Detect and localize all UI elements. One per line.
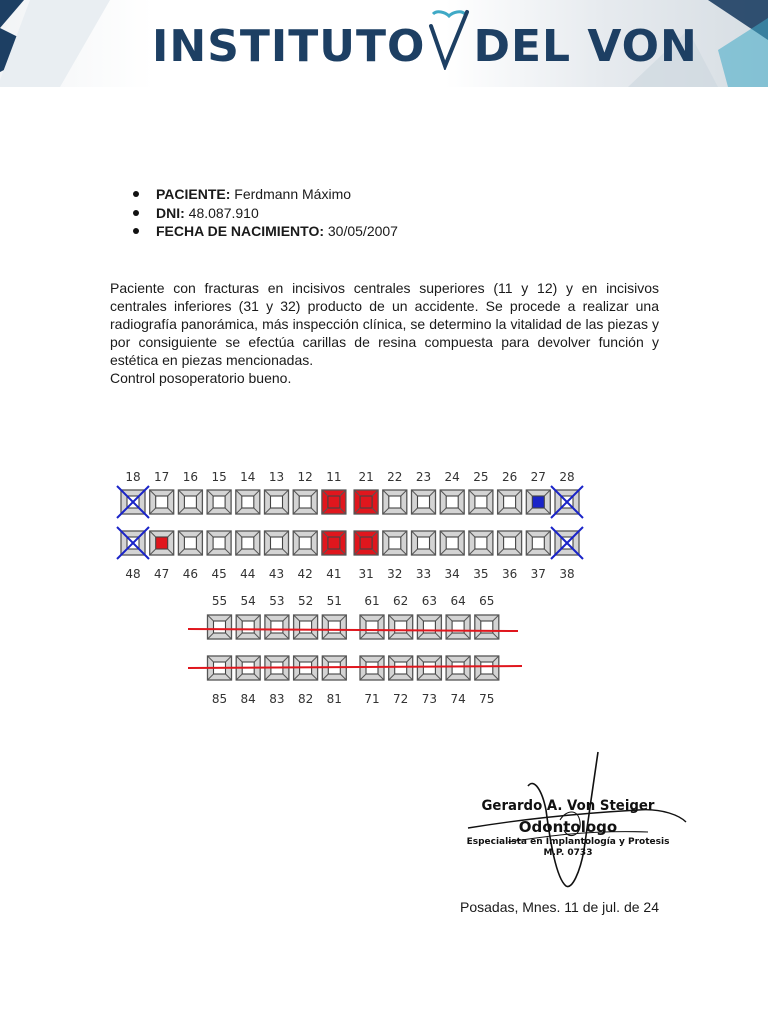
tooth-number-26: 26 bbox=[501, 470, 518, 484]
signature-stamp bbox=[448, 750, 688, 890]
tooth-27[interactable] bbox=[526, 490, 550, 514]
clinical-note-paragraph: Paciente con fracturas en incisivos centrales superiores (11 y 12) y en incisivos centrales inferiores (31 y 32) producto de un accidente. Se procede a realizar una radiografía panorámica, más inspección clínica, se determino la vitalidad de las piezas y por consiguiente se efectúa carillas de resina compuesta para devolver función y estética en piezas mencionadas. bbox=[110, 280, 659, 368]
tooth-55[interactable] bbox=[208, 615, 232, 639]
brand-logo bbox=[152, 21, 698, 71]
tooth-74[interactable] bbox=[446, 656, 470, 680]
tooth-number-51: 51 bbox=[326, 594, 342, 608]
tooth-44[interactable] bbox=[236, 531, 260, 555]
tooth-number-82: 82 bbox=[297, 692, 314, 706]
patient-birthdate-item bbox=[131, 222, 398, 241]
signature-name: Gerardo A. Von Steiger bbox=[481, 798, 655, 814]
signature-specialty: Especialista en Implantología y Protesis bbox=[466, 837, 670, 847]
tooth-number-22: 22 bbox=[387, 470, 403, 484]
brand-left-text: INSTITUTO bbox=[152, 20, 426, 72]
tooth-25[interactable] bbox=[469, 490, 493, 514]
tooth-number-85: 85 bbox=[211, 692, 228, 706]
tooth-number-38: 38 bbox=[559, 567, 575, 581]
tooth-38[interactable] bbox=[551, 527, 583, 559]
tooth-number-73: 73 bbox=[421, 692, 438, 706]
place-and-date: Posadas, Mnes. 11 de jul. de 24 bbox=[460, 899, 659, 915]
tooth-number-55: 55 bbox=[211, 594, 228, 608]
tooth-63[interactable] bbox=[417, 615, 441, 639]
tooth-17[interactable] bbox=[150, 490, 174, 514]
patient-name-value: Ferdmann Máximo bbox=[230, 186, 352, 202]
brand-right-text: DEL VON bbox=[473, 20, 698, 72]
tooth-number-18: 18 bbox=[125, 470, 141, 484]
tooth-14[interactable] bbox=[236, 490, 260, 514]
tooth-number-45: 45 bbox=[211, 567, 227, 581]
tooth-number-46: 46 bbox=[182, 567, 199, 581]
tooth-71[interactable] bbox=[360, 656, 384, 680]
tooth-16[interactable] bbox=[178, 490, 202, 514]
tooth-number-31: 31 bbox=[358, 567, 374, 581]
tooth-number-54: 54 bbox=[240, 594, 256, 608]
tooth-number-74: 74 bbox=[450, 692, 466, 706]
tooth-number-72: 72 bbox=[393, 692, 409, 706]
tooth-23[interactable] bbox=[412, 490, 436, 514]
tooth-28[interactable] bbox=[551, 486, 583, 518]
patient-dni-label: DNI: bbox=[156, 204, 185, 221]
tooth-47[interactable] bbox=[150, 531, 174, 555]
tooth-number-35: 35 bbox=[473, 567, 489, 581]
tooth-number-44: 44 bbox=[240, 567, 256, 581]
tooth-number-71: 71 bbox=[364, 692, 380, 706]
tooth-number-15: 15 bbox=[211, 470, 227, 484]
signature-title: Odontologo bbox=[518, 818, 618, 836]
patient-dni-value: 48.087.910 bbox=[184, 204, 259, 221]
tooth-number-28: 28 bbox=[559, 470, 575, 484]
tooth-45[interactable] bbox=[207, 531, 231, 555]
tooth-number-75: 75 bbox=[479, 692, 495, 706]
tooth-number-63: 63 bbox=[421, 594, 438, 608]
tooth-65[interactable] bbox=[475, 615, 499, 639]
tooth-26[interactable] bbox=[498, 490, 522, 514]
tooth-number-48: 48 bbox=[125, 567, 141, 581]
tooth-number-81: 81 bbox=[326, 692, 342, 706]
tooth-24[interactable] bbox=[440, 490, 464, 514]
tooth-number-52: 52 bbox=[297, 594, 314, 608]
tooth-number-47: 47 bbox=[154, 567, 170, 581]
tooth-number-24: 24 bbox=[444, 470, 460, 484]
tooth-52[interactable] bbox=[294, 615, 318, 639]
tooth-73[interactable] bbox=[417, 656, 441, 680]
tooth-number-41: 41 bbox=[326, 567, 342, 581]
tooth-number-32: 32 bbox=[387, 567, 403, 581]
clinical-control-note: Control posoperatorio bueno. bbox=[110, 370, 292, 386]
tooth-75[interactable] bbox=[475, 656, 499, 680]
patient-name-label: PACIENTE: bbox=[156, 186, 231, 202]
tooth-61[interactable] bbox=[360, 615, 384, 639]
patient-birthdate-value: 30/05/2007 bbox=[324, 223, 398, 239]
tooth-number-27: 27 bbox=[530, 470, 546, 484]
tooth-21[interactable] bbox=[354, 490, 378, 514]
corner-decoration-left bbox=[0, 0, 120, 87]
tooth-number-12: 12 bbox=[297, 470, 313, 484]
tooth-number-11: 11 bbox=[326, 470, 342, 484]
tooth-37[interactable] bbox=[526, 531, 550, 555]
tooth-number-16: 16 bbox=[182, 470, 199, 484]
tooth-64[interactable] bbox=[446, 615, 470, 639]
tooth-number-83: 83 bbox=[269, 692, 285, 706]
tooth-36[interactable] bbox=[498, 531, 522, 555]
tooth-32[interactable] bbox=[383, 531, 407, 555]
tooth-46[interactable] bbox=[178, 531, 202, 555]
tooth-number-65: 65 bbox=[479, 594, 495, 608]
tooth-number-21: 21 bbox=[358, 470, 374, 484]
tooth-number-34: 34 bbox=[444, 567, 460, 581]
tooth-72[interactable] bbox=[389, 656, 413, 680]
patient-dni-item bbox=[131, 204, 398, 223]
tooth-number-42: 42 bbox=[297, 567, 313, 581]
tooth-18[interactable] bbox=[117, 486, 149, 518]
tooth-51[interactable] bbox=[322, 615, 346, 639]
tooth-15[interactable] bbox=[207, 490, 231, 514]
patient-birthdate-label: FECHA DE NACIMIENTO: bbox=[156, 223, 324, 239]
tooth-22[interactable] bbox=[383, 490, 407, 514]
tooth-number-13: 13 bbox=[268, 470, 285, 484]
tooth-number-43: 43 bbox=[268, 567, 285, 581]
tooth-53[interactable] bbox=[265, 615, 289, 639]
patient-info-list bbox=[131, 185, 398, 241]
tooth-54[interactable] bbox=[236, 615, 260, 639]
tooth-number-17: 17 bbox=[154, 470, 170, 484]
tooth-13[interactable] bbox=[265, 490, 289, 514]
tooth-number-23: 23 bbox=[415, 470, 432, 484]
tooth-number-64: 64 bbox=[450, 594, 466, 608]
tooth-number-37: 37 bbox=[530, 567, 546, 581]
tooth-43[interactable] bbox=[265, 531, 289, 555]
tooth-41[interactable] bbox=[322, 531, 346, 555]
tooth-number-33: 33 bbox=[415, 567, 432, 581]
tooth-number-53: 53 bbox=[269, 594, 285, 608]
tooth-31[interactable] bbox=[354, 531, 378, 555]
tooth-number-36: 36 bbox=[501, 567, 518, 581]
tooth-42[interactable] bbox=[293, 531, 317, 555]
patient-name-item bbox=[131, 185, 398, 204]
tooth-62[interactable] bbox=[389, 615, 413, 639]
tooth-34[interactable] bbox=[440, 531, 464, 555]
header-banner bbox=[0, 0, 768, 87]
tooth-number-25: 25 bbox=[473, 470, 489, 484]
tooth-number-62: 62 bbox=[393, 594, 409, 608]
tooth-logo-icon bbox=[427, 8, 471, 70]
tooth-33[interactable] bbox=[412, 531, 436, 555]
tooth-number-84: 84 bbox=[240, 692, 256, 706]
tooth-48[interactable] bbox=[117, 527, 149, 559]
signature-license: M.P. 0733 bbox=[543, 848, 593, 858]
tooth-11[interactable] bbox=[322, 490, 346, 514]
tooth-number-61: 61 bbox=[364, 594, 380, 608]
tooth-number-14: 14 bbox=[240, 470, 256, 484]
tooth-12[interactable] bbox=[293, 490, 317, 514]
tooth-35[interactable] bbox=[469, 531, 493, 555]
